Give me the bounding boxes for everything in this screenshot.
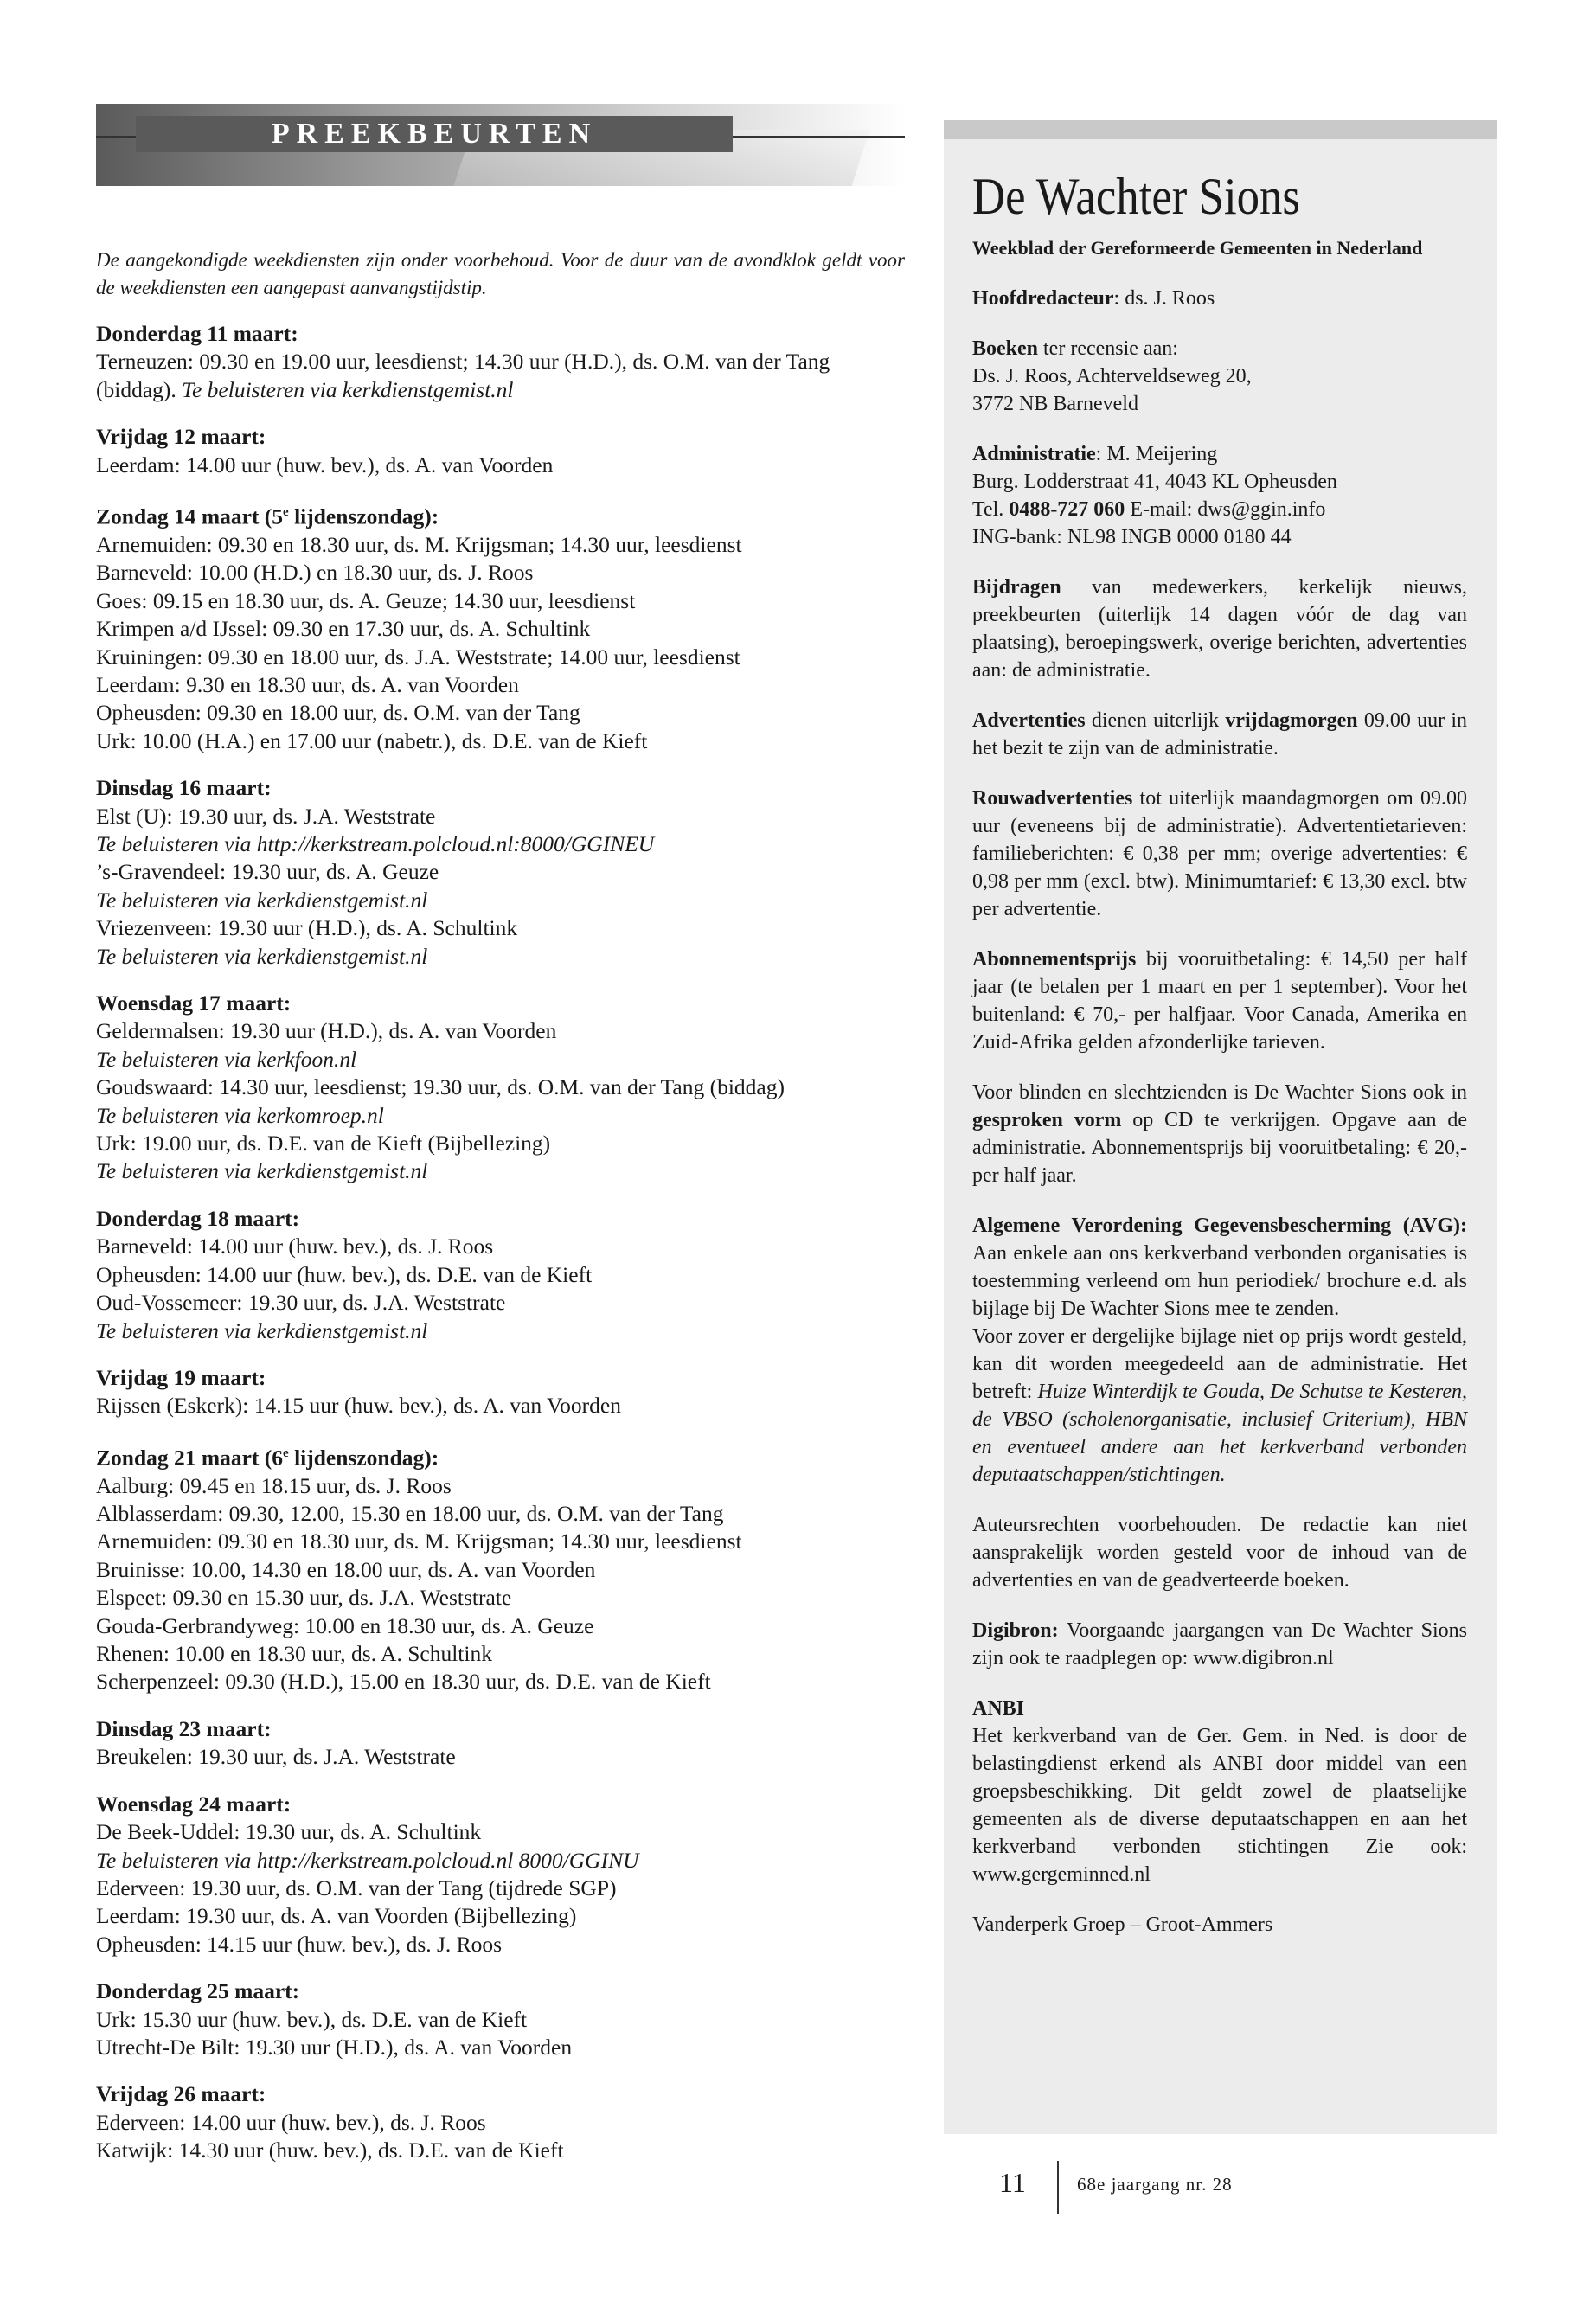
service-day-heading: Vrijdag 12 maart: bbox=[96, 424, 266, 450]
service-day bbox=[96, 774, 905, 971]
volume-issue: 68e jaargang nr. 28 bbox=[1077, 2174, 1233, 2195]
service-entry-text: Te beluisteren via kerkdienstgemist.nl bbox=[96, 943, 428, 969]
service-entry bbox=[96, 2034, 905, 2061]
funeral-ads-label: Rouwadvertenties bbox=[972, 787, 1133, 810]
service-entry-text: Krimpen a/d IJssel: 09.30 en 17.30 uur, ds. A. Schultink bbox=[96, 616, 591, 642]
stream-link bbox=[96, 1046, 905, 1074]
stream-link bbox=[96, 1157, 905, 1185]
subscription-block bbox=[972, 945, 1467, 1056]
service-day-heading: Woensdag 17 maart: bbox=[96, 990, 292, 1016]
service-entry bbox=[96, 1743, 905, 1771]
footer-divider bbox=[1057, 2161, 1059, 2214]
services-list bbox=[96, 320, 905, 2184]
service-day-heading bbox=[96, 1439, 905, 1472]
service-entry bbox=[96, 644, 905, 671]
service-entry bbox=[96, 1584, 905, 1612]
service-entry-text: Goes: 09.15 en 18.30 uur, ds. A. Geuze; 14.30 uur, leesdienst bbox=[96, 587, 636, 613]
service-entry bbox=[96, 1902, 905, 1930]
service-entry-text: Gouda-Gerbrandyweg: 10.00 en 18.30 uur, ds. A. Geuze bbox=[96, 1612, 594, 1638]
service-entry-text: Katwijk: 14.30 uur (huw. bev.), ds. D.E. van de Kieft bbox=[96, 2138, 564, 2163]
books-address-line: Ds. J. Roos, Achterveldseweg 20, bbox=[972, 365, 1252, 388]
bank-account: ING-bank: NL98 INGB 0000 0180 44 bbox=[972, 526, 1292, 548]
service-entry-text: De Beek-Uddel: 19.30 uur, ds. A. Schultink bbox=[96, 1819, 482, 1845]
service-entry-text: Goudswaard: 14.30 uur, leesdienst; 19.30 uur, ds. O.M. van der Tang (biddag) bbox=[96, 1074, 785, 1100]
service-entry bbox=[96, 1556, 905, 1584]
heading-text: lijdenszondag): bbox=[288, 503, 439, 529]
service-entry bbox=[96, 559, 905, 586]
service-day-heading: Donderdag 11 maart: bbox=[96, 321, 298, 346]
service-entry bbox=[96, 1392, 905, 1420]
service-entry-text: Leerdam: 14.00 uur (huw. bev.), ds. A. van Voorden bbox=[96, 452, 554, 478]
service-entry-text: Opheusden: 09.30 en 18.00 uur, ds. O.M. van der Tang bbox=[96, 700, 580, 726]
books-value: ter recensie aan: bbox=[1038, 337, 1178, 360]
service-entry bbox=[96, 2137, 905, 2164]
service-entry-text: Elst (U): 19.30 uur, ds. J.A. Weststrate bbox=[96, 803, 436, 829]
service-entry-text: Rijssen (Eskerk): 14.15 uur (huw. bev.), ds. A. van Voorden bbox=[96, 1393, 621, 1419]
funeral-ads-text: tot uiterlijk maandagmorgen om 09.00 uur (eveneens bij de administratie). Advertentietarieven: familieberichten: € 0,38 per mm; overige advertenties: € 0,98 per mm (excl. btw). Minimumtarief: € 13,30 excl. btw per advertentie. bbox=[972, 787, 1467, 920]
funeral-ads-block bbox=[972, 785, 1467, 923]
advertisements-text-end: 09.00 uur in het bezit te zijn van de administratie. bbox=[972, 709, 1467, 760]
digibron-text: Voorgaande jaargangen van De Wachter Sions zijn ook te raadplegen op: www.digibron.nl bbox=[972, 1619, 1467, 1670]
magazine-title: De Wachter Sions bbox=[972, 168, 1300, 225]
anbi-text: Het kerkverband van de Ger. Gem. in Ned. is door de belastingdienst erkend als ANBI door middel van een groepsbeschikking. Dit geldt zowel de plaatselijke gemeenten als de diverse deputaatschappen en aan het kerkverband verbonden stichtingen Zie ook: www.gergeminned.nl bbox=[972, 1725, 1467, 1886]
service-entry-text: Elspeet: 09.30 en 15.30 uur, ds. J.A. Weststrate bbox=[96, 1585, 512, 1611]
service-entry-text: Oud-Vossemeer: 19.30 uur, ds. J.A. Weststrate bbox=[96, 1290, 506, 1316]
service-entry bbox=[96, 699, 905, 727]
advertisements-block bbox=[972, 707, 1467, 762]
tel-number: 0488-727 060 bbox=[1009, 498, 1125, 521]
service-day bbox=[96, 320, 905, 404]
email-text: E-mail: dws@ggin.info bbox=[1125, 498, 1326, 521]
service-day bbox=[96, 1205, 905, 1345]
service-entry bbox=[96, 1017, 905, 1045]
service-entry bbox=[96, 1289, 905, 1317]
service-entry bbox=[96, 615, 905, 643]
service-entry bbox=[96, 914, 905, 942]
anbi-block bbox=[972, 1695, 1467, 1888]
service-entry-text: Rhenen: 10.00 en 18.30 uur, ds. A. Schultink bbox=[96, 1641, 492, 1667]
advertisements-deadline: vrijdagmorgen bbox=[1225, 709, 1358, 732]
service-entry bbox=[96, 452, 905, 479]
service-entry-text: Terneuzen: 09.30 en 19.00 uur, leesdienst; 14.30 uur (H.D.), ds. O.M. van der Tang (biddag). bbox=[96, 349, 830, 402]
stream-link bbox=[96, 887, 905, 914]
service-day bbox=[96, 1791, 905, 1958]
subscription-label: Abonnementsprijs bbox=[972, 948, 1137, 971]
service-entry-text: Barneveld: 14.00 uur (huw. bev.), ds. J. Roos bbox=[96, 1234, 494, 1259]
service-entry bbox=[96, 1931, 905, 1958]
service-entry bbox=[96, 1500, 905, 1528]
colophon-panel bbox=[944, 120, 1497, 2134]
service-entry bbox=[96, 1612, 905, 1640]
books-label: Boeken bbox=[972, 337, 1039, 360]
service-entry bbox=[96, 2109, 905, 2137]
service-day bbox=[96, 1439, 905, 1696]
service-day-heading: Vrijdag 19 maart: bbox=[96, 1364, 266, 1390]
service-entry-text: Urk: 19.00 uur, ds. D.E. van de Kieft (Bijbellezing) bbox=[96, 1131, 551, 1157]
service-entry-text: Urk: 15.30 uur (huw. bev.), ds. D.E. van de Kieft bbox=[96, 2006, 528, 2032]
service-day-heading: Donderdag 25 maart: bbox=[96, 1978, 300, 2004]
service-day bbox=[96, 423, 905, 479]
subscription-text: bij vooruitbetaling: € 14,50 per half jaar (te betalen per 1 maart en per 1 september). Voor het buitenland: € 70,- per halfjaar. Voor Canada, Amerika en Zuid-Afrika gelden afzonderlijke tarieven. bbox=[972, 948, 1467, 1054]
service-entry-text: Scherpenzeel: 09.30 (H.D.), 15.00 en 18.30 uur, ds. D.E. van de Kieft bbox=[96, 1669, 711, 1695]
editor-value: : ds. J. Roos bbox=[1113, 287, 1215, 310]
page-number: 11 bbox=[999, 2167, 1026, 2198]
service-entry-text: Aalburg: 09.45 en 18.15 uur, ds. J. Roos bbox=[96, 1472, 452, 1498]
service-entry-text: Arnemuiden: 09.30 en 18.30 uur, ds. M. Krijgsman; 14.30 uur, leesdienst bbox=[96, 1529, 742, 1554]
digibron-label: Digibron: bbox=[972, 1619, 1059, 1642]
service-entry-text: Arnemuiden: 09.30 en 18.30 uur, ds. M. Krijgsman; 14.30 uur, leesdienst bbox=[96, 531, 742, 557]
service-entry-text: Alblasserdam: 09.30, 12.00, 15.30 en 18.00 uur, ds. O.M. van der Tang bbox=[96, 1501, 724, 1527]
service-entry bbox=[96, 1528, 905, 1555]
books-block bbox=[972, 335, 1467, 418]
service-entry-text: Ederveen: 19.30 uur, ds. O.M. van der Tang (tijdrede SGP) bbox=[96, 1875, 617, 1900]
service-day-heading: Donderdag 18 maart: bbox=[96, 1205, 300, 1231]
service-entry bbox=[96, 531, 905, 559]
service-entry-text: Te beluisteren via kerkdienstgemist.nl bbox=[96, 887, 428, 913]
service-entry-text: Te beluisteren via http://kerkstream.polcloud.nl:8000/GGINEU bbox=[96, 831, 655, 856]
heading-ordinal: e bbox=[283, 505, 289, 520]
stream-link bbox=[96, 943, 905, 971]
anbi-label: ANBI bbox=[972, 1697, 1025, 1720]
stream-link: Te beluisteren via kerkdienstgemist.nl bbox=[182, 376, 514, 402]
administration-value: : M. Meijering bbox=[1095, 443, 1218, 465]
service-entry-text: Urk: 10.00 (H.A.) en 17.00 uur (nabetr.), ds. D.E. van de Kieft bbox=[96, 727, 648, 753]
service-entry bbox=[96, 1875, 905, 1902]
administration-address: Burg. Lodderstraat 41, 4043 KL Opheusden bbox=[972, 471, 1337, 493]
service-entry-text: Kruiningen: 09.30 en 18.00 uur, ds. J.A. Weststrate; 14.00 uur, leesdienst bbox=[96, 644, 740, 670]
administration-label: Administratie bbox=[972, 443, 1096, 465]
service-entry bbox=[96, 803, 905, 830]
service-entry bbox=[96, 1074, 905, 1101]
service-entry-text: Te beluisteren via kerkfoon.nl bbox=[96, 1046, 357, 1072]
service-day-heading: Woensdag 24 maart: bbox=[96, 1791, 292, 1817]
advertisements-text: dienen uiterlijk bbox=[1085, 709, 1226, 732]
service-entry-text: Leerdam: 19.30 uur, ds. A. van Voorden (Bijbellezing) bbox=[96, 1903, 577, 1929]
copyright-block: Auteursrechten voorbehouden. De redactie kan niet aansprakelijk worden gesteld voor de inhoud van de advertenties en van de geadverteerde boeken. bbox=[972, 1514, 1467, 1592]
service-entry-text: Te beluisteren via kerkdienstgemist.nl bbox=[96, 1317, 428, 1343]
contributions-text: van medewerkers, kerkelijk nieuws, preekbeurten (uiterlijk 14 dagen vóór de dag van plaatsing), beroepingswerk, overige berichten, advertenties aan: de administratie. bbox=[972, 576, 1467, 682]
service-entry bbox=[96, 1472, 905, 1500]
service-entry-text: ’s-Gravendeel: 19.30 uur, ds. A. Geuze bbox=[96, 859, 439, 885]
service-entry-text: Geldermalsen: 19.30 uur (H.D.), ds. A. van Voorden bbox=[96, 1018, 557, 1044]
service-entry-text: Barneveld: 10.00 (H.D.) en 18.30 uur, ds. J. Roos bbox=[96, 560, 534, 586]
service-entry bbox=[96, 1130, 905, 1157]
heading-text: Zondag 14 maart (5 bbox=[96, 503, 284, 529]
service-day-heading: Dinsdag 23 maart: bbox=[96, 1715, 272, 1741]
audio-edition-block bbox=[972, 1079, 1467, 1189]
service-entry bbox=[96, 727, 905, 755]
service-day-heading: Vrijdag 26 maart: bbox=[96, 2081, 266, 2107]
stream-link bbox=[96, 1102, 905, 1130]
service-entry-text: Breukelen: 19.30 uur, ds. J.A. Weststrate bbox=[96, 1744, 456, 1770]
heading-text: lijdenszondag): bbox=[288, 1445, 439, 1471]
stream-link bbox=[96, 1317, 905, 1345]
service-entry bbox=[96, 587, 905, 615]
gdpr-block bbox=[972, 1212, 1467, 1489]
gdpr-organisations: Huize Winterdijk te Gouda, De Schutse te Kesteren, de VBSO (scholenorganisatie, inclusief Criterium), HBN en eventueel andere aan het kerkverband verbonden deputaatschappen/stichtingen. bbox=[972, 1381, 1468, 1486]
audio-edition-text: Voor blinden en slechtzienden is De Wachter Sions ook in bbox=[972, 1081, 1467, 1104]
service-day bbox=[96, 498, 905, 755]
gdpr-text: Aan enkele aan ons kerkverband verbonden organisaties is toestemming verleend om hun periodiek/ brochure e.d. als bijlage bij De Wachter Sions mee te zenden. bbox=[972, 1242, 1467, 1320]
service-entry bbox=[96, 1261, 905, 1289]
administration-block bbox=[972, 440, 1467, 551]
section-title: PREEKBEURTEN bbox=[136, 116, 733, 152]
service-entry-text: Utrecht-De Bilt: 19.30 uur (H.D.), ds. A. van Voorden bbox=[96, 2034, 573, 2060]
service-entry bbox=[96, 1818, 905, 1846]
intro-text: De aangekondigde weekdiensten zijn onder voorbehoud. Voor de duur van de avondklok geldt voor de weekdiensten een aangepast aanvangstijdstip. bbox=[96, 249, 905, 298]
service-entry-text: Opheusden: 14.00 uur (huw. bev.), ds. D.E. van de Kieft bbox=[96, 1261, 593, 1287]
service-entry-text: Opheusden: 14.15 uur (huw. bev.), ds. J. Roos bbox=[96, 1931, 503, 1957]
digibron-block bbox=[972, 1617, 1467, 1672]
service-entry bbox=[96, 1233, 905, 1260]
service-entry bbox=[96, 858, 905, 886]
service-entry bbox=[96, 1668, 905, 1695]
editor-label: Hoofdredacteur bbox=[972, 287, 1114, 310]
service-day-heading: Dinsdag 16 maart: bbox=[96, 775, 272, 801]
service-entry-text: Vriezenveen: 19.30 uur (H.D.), ds. A. Schultink bbox=[96, 915, 518, 941]
service-entry-text: Bruinisse: 10.00, 14.30 en 18.00 uur, ds. A. van Voorden bbox=[96, 1556, 596, 1582]
gdpr-label: Algemene Verordening Gegevensbescherming (AVG): bbox=[972, 1215, 1467, 1237]
magazine-subtitle: Weekblad der Gereformeerde Gemeenten in Nederland bbox=[972, 237, 1423, 259]
service-day bbox=[96, 1715, 905, 1772]
service-entry bbox=[96, 671, 905, 699]
audio-edition-text-end: op CD te verkrijgen. Opgave aan de administratie. Abonnementsprijs bij vooruitbetaling: € 20,- per half jaar. bbox=[972, 1109, 1467, 1187]
gdpr-text-2: Voor zover er dergelijke bijlage niet op prijs wordt gesteld, kan dit worden meegedeeld aan de administratie. Het betreft: bbox=[972, 1325, 1467, 1403]
service-entry-text: Te beluisteren via kerkomroep.nl bbox=[96, 1102, 384, 1128]
tel-label: Tel. bbox=[972, 498, 1010, 521]
advertisements-label: Advertenties bbox=[972, 709, 1086, 732]
service-entry bbox=[96, 2006, 905, 2034]
stream-link bbox=[96, 830, 905, 858]
editor-block bbox=[972, 285, 1467, 312]
service-entry-text: Te beluisteren via http://kerkstream.polcloud.nl 8000/GGINU bbox=[96, 1847, 639, 1873]
service-day bbox=[96, 990, 905, 1186]
heading-text: Zondag 21 maart (6 bbox=[96, 1445, 284, 1471]
contributions-block bbox=[972, 574, 1467, 684]
stream-link bbox=[96, 1847, 905, 1875]
audio-edition-bold: gesproken vorm bbox=[972, 1109, 1122, 1131]
service-entry-text: Leerdam: 9.30 en 18.30 uur, ds. A. van Voorden bbox=[96, 671, 519, 697]
service-entry bbox=[96, 1640, 905, 1668]
printer-line: Vanderperk Groep – Groot-Ammers bbox=[972, 1913, 1273, 1936]
service-day bbox=[96, 1364, 905, 1420]
service-day bbox=[96, 1977, 905, 2061]
books-address-line: 3772 NB Barneveld bbox=[972, 393, 1138, 415]
service-entry-text: Ederveen: 14.00 uur (huw. bev.), ds. J. Roos bbox=[96, 2109, 486, 2135]
contributions-label: Bijdragen bbox=[972, 576, 1061, 599]
service-day-heading bbox=[96, 498, 905, 531]
service-day bbox=[96, 2080, 905, 2164]
service-entry-text: Te beluisteren via kerkdienstgemist.nl bbox=[96, 1158, 428, 1184]
service-entry bbox=[96, 348, 905, 404]
heading-ordinal: e bbox=[283, 1445, 289, 1460]
